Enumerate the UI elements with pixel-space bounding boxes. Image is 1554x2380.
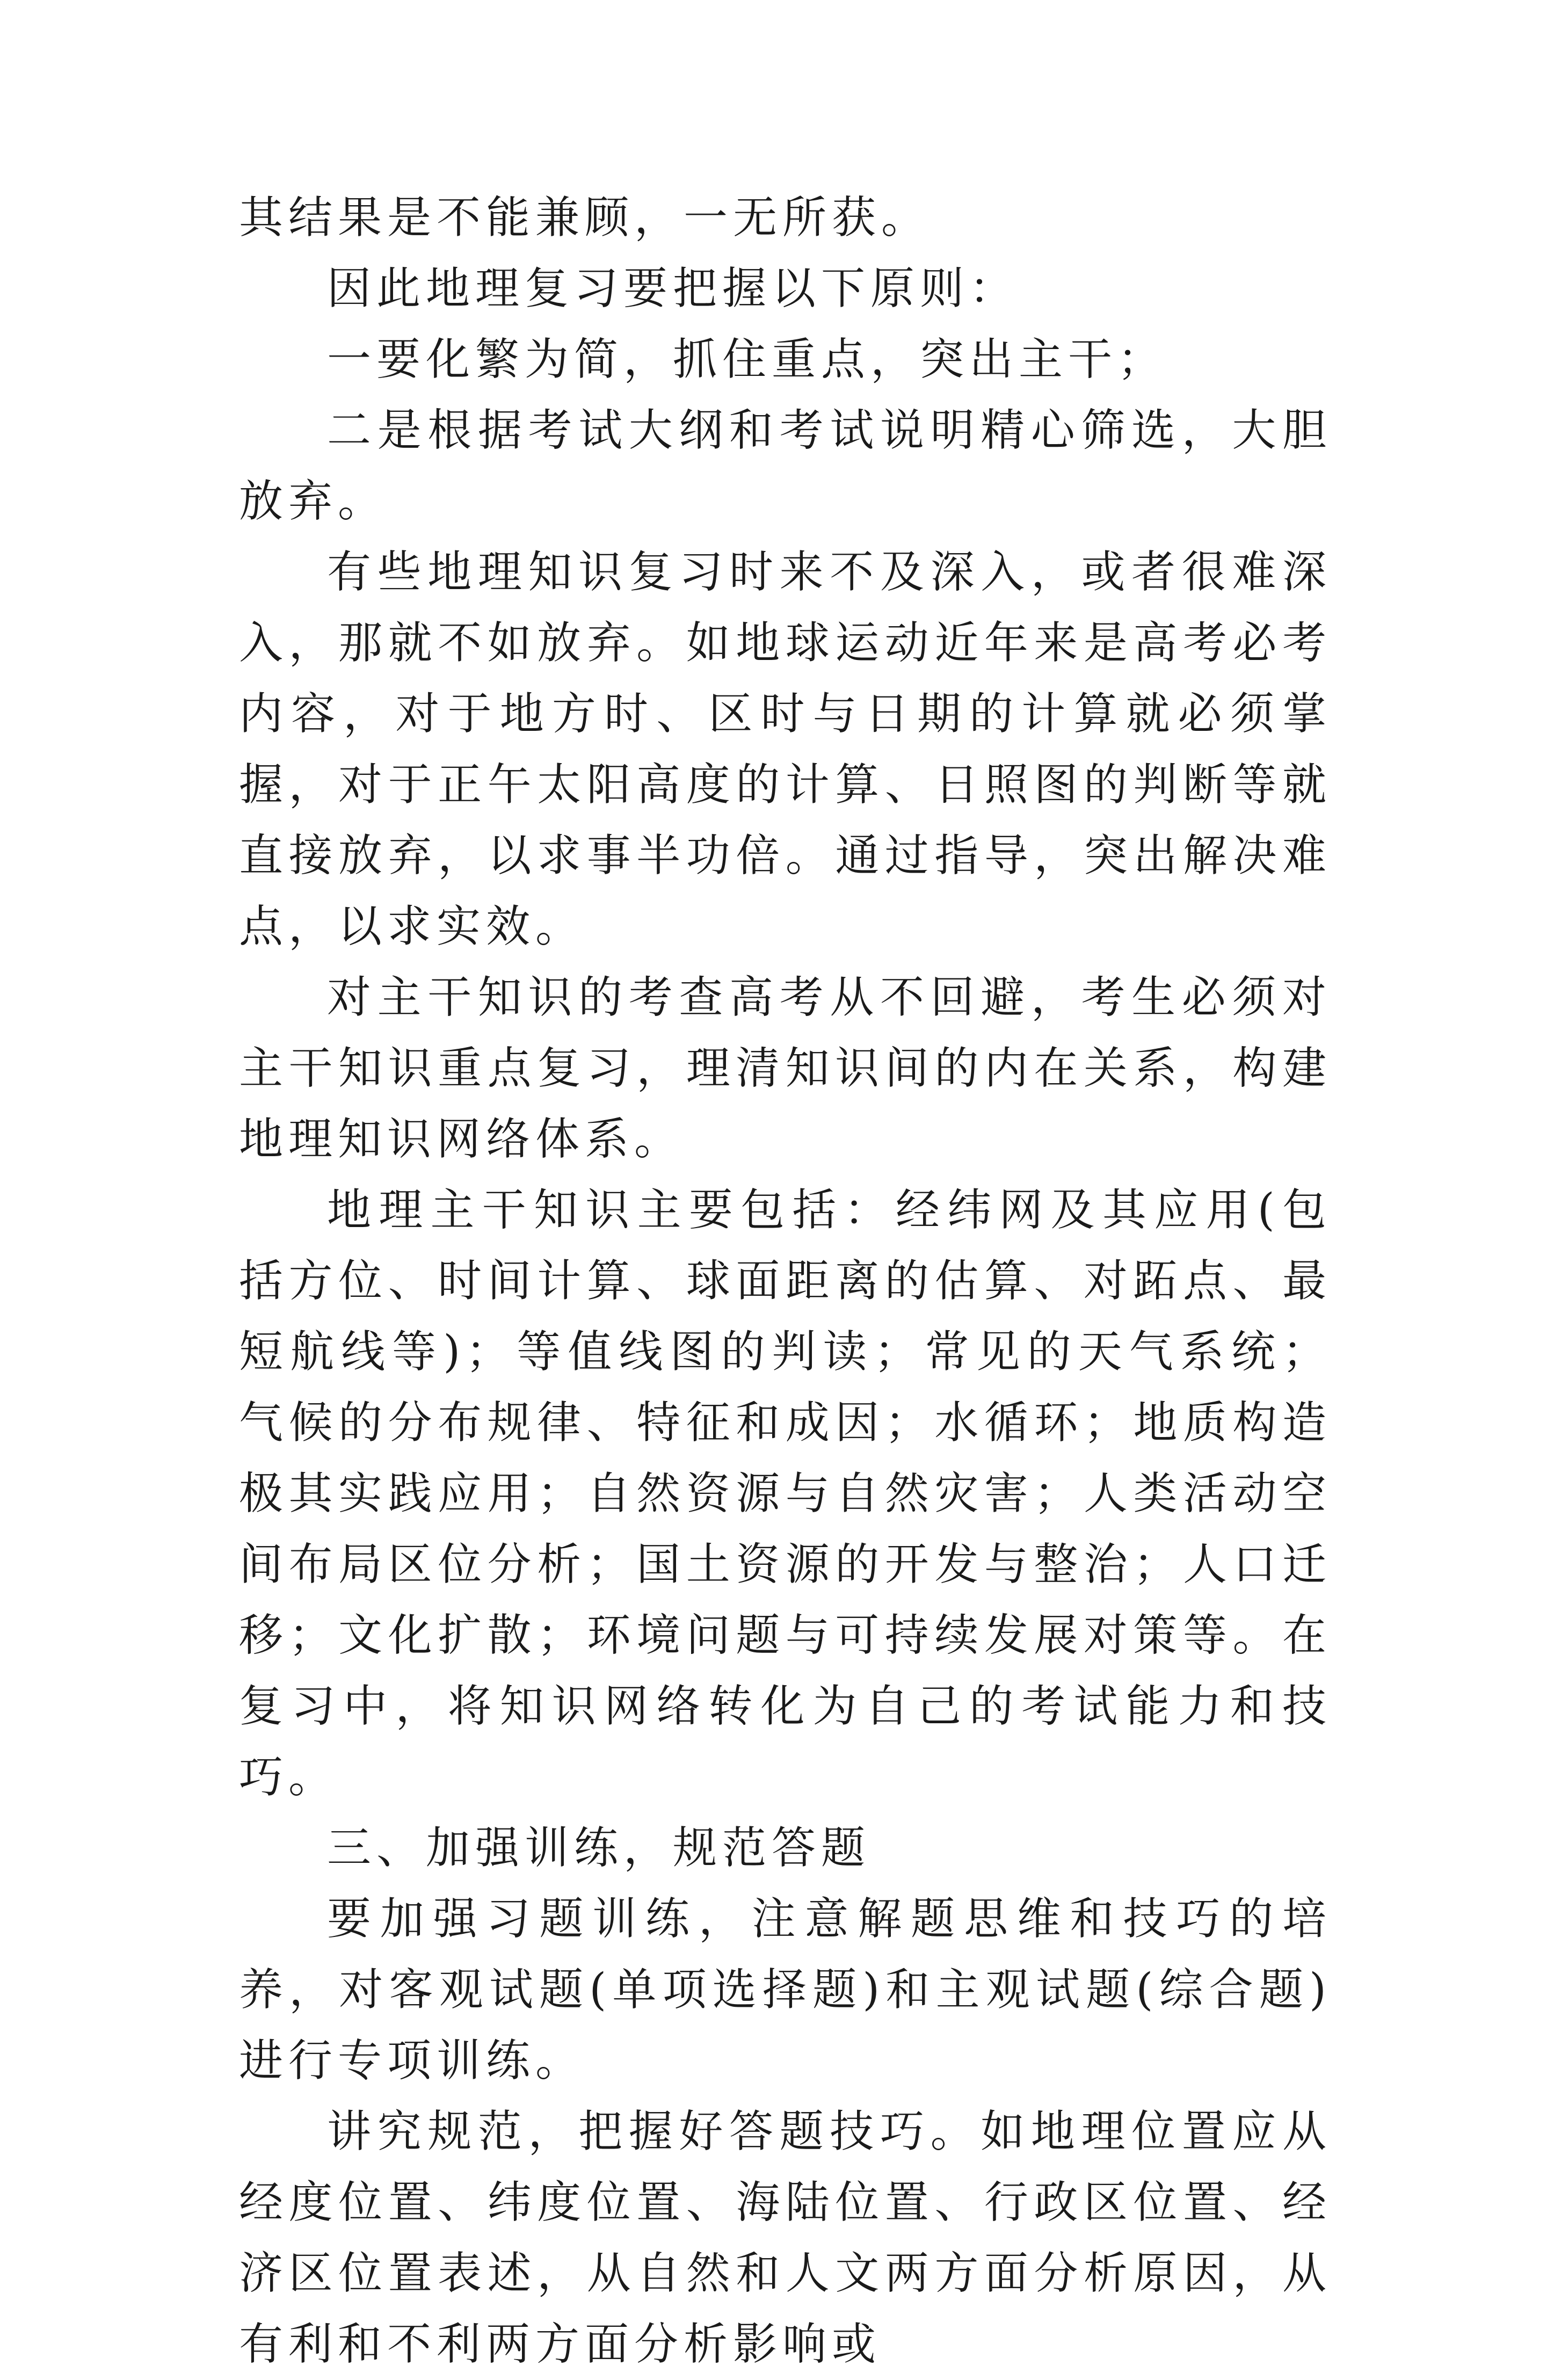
paragraph-1: 其结果是不能兼顾，一无所获。: [239, 192, 931, 243]
paragraph-2: 因此地理复习要把握以下原则：: [327, 263, 1019, 314]
paragraph-7: 地理主干知识主要包括：经纬网及其应用(包括方位、时间计算、球面距离的估算、对跖点、最短航线等)；等值线图的判读；常见的天气系统；气候的分布规律、特征和成因；水循环；地质构造极其实践应用；自然资源与自然灾害；人类活动空间布局区位分析；国土资源的开发与整治；人口迁移；文化扩散；环境问题与可持续发展对策等。在复习中，将知识网络转化为自己的考试能力和技巧。: [239, 1185, 1332, 1803]
section-heading: 三、加强训练，规范答题: [327, 1823, 871, 1874]
paragraph-9: 要加强习题训练，注意解题思维和技巧的培养，对客观试题(单项选择题)和主观试题(综合题)进行专项训练。: [239, 1893, 1332, 2086]
body-text: [239, 183, 1332, 2380]
paragraph-3: 一要化繁为简，抓住重点，突出主干；: [327, 334, 1167, 385]
paragraph-6: 对主干知识的考查高考从不回避，考生必须对主干知识重点复习，理清知识间的内在关系，构建地理知识网络体系。: [239, 972, 1332, 1165]
paragraph-4: 二是根据考试大纲和考试说明精心筛选，大胆放弃。: [239, 405, 1332, 527]
paragraph-10: 讲究规范，把握好答题技巧。如地理位置应从经度位置、纬度位置、海陆位置、行政区位置、经济区位置表述，从自然和人文两方面分析原因，从有利和不利两方面分析影响或: [239, 2106, 1332, 2370]
paragraph-5: 有些地理知识复习时来不及深入，或者很难深入，那就不如放弃。如地球运动近年来是高考必考内容，对于地方时、区时与日期的计算就必须掌握，对于正午太阳高度的计算、日照图的判断等就直接放弃，以求事半功倍。通过指导，突出解决难点，以求实效。: [239, 547, 1332, 952]
